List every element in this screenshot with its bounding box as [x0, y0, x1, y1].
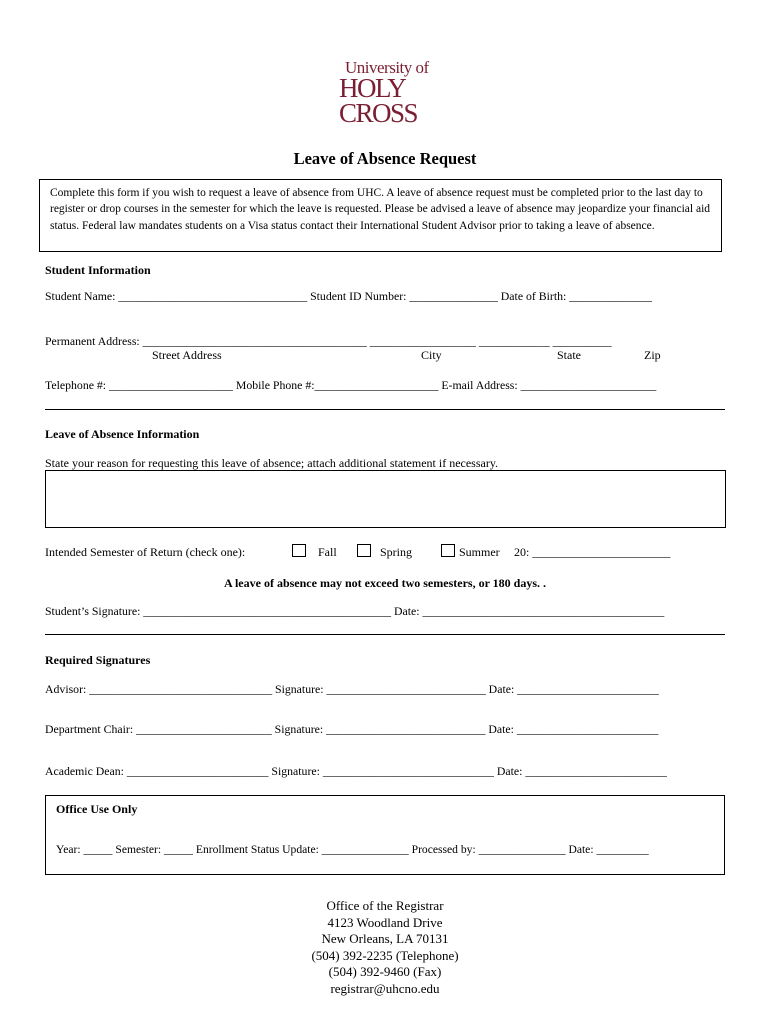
- summer-label: Summer: [459, 545, 500, 559]
- logo-line-cross: CROSS: [339, 98, 418, 128]
- footer-city-state: New Orleans, LA 70131: [321, 931, 449, 947]
- intro-instructions: Complete this form if you wish to request a leave of absence from UHC. A leave of absence request must be completed prior to the last day to register or drop courses in the semester for which the leave is requested. Please be advised a leave of absence may jeopardize your financial aid status. Federal law mandates students on a Visa status contact their International Student Advisor prior to taking a leave of absence.: [39, 179, 722, 252]
- permanent-address-line[interactable]: Permanent Address: ______________________________________ __________________ ____________ __________: [45, 334, 612, 348]
- office-use-box: [45, 795, 725, 875]
- fall-checkbox[interactable]: [292, 544, 306, 557]
- page-title: Leave of Absence Request: [293, 149, 477, 168]
- university-logo: [335, 58, 437, 128]
- spring-label: Spring: [380, 545, 413, 559]
- contact-line[interactable]: Telephone #: _____________________ Mobile Phone #:_____________________ E-mail Address: _______________________: [45, 378, 657, 392]
- state-label: State: [557, 348, 581, 362]
- footer-street: 4123 Woodland Drive: [327, 914, 443, 930]
- section-divider: [45, 634, 725, 635]
- student-signature-line[interactable]: Student’s Signature: __________________________________________ Date: _________________________________________: [45, 604, 665, 618]
- footer-telephone: (504) 392-2235 (Telephone): [311, 947, 459, 963]
- return-year-field[interactable]: 20: _______________________: [514, 545, 671, 559]
- street-address-label: Street Address: [152, 348, 222, 362]
- footer-email[interactable]: registrar@uhcno.edu: [330, 980, 440, 996]
- zip-label: Zip: [644, 348, 661, 362]
- logo-line-university: University of: [345, 58, 429, 77]
- summer-checkbox[interactable]: [441, 544, 455, 557]
- semester-of-return-label: Intended Semester of Return (check one):: [45, 545, 246, 559]
- spring-checkbox[interactable]: [357, 544, 371, 557]
- academic-dean-signature-row[interactable]: Academic Dean: ________________________ Signature: _____________________________ Date: ________________________: [45, 764, 667, 778]
- student-info-heading: Student Information: [45, 263, 151, 277]
- reason-prompt: State your reason for requesting this leave of absence; attach additional statement if necessary.: [45, 456, 499, 470]
- office-use-fields[interactable]: Year: _____ Semester: _____ Enrollment Status Update: _______________ Processed by: _______________ Date: _________: [56, 843, 649, 856]
- required-signatures-heading: Required Signatures: [45, 653, 151, 667]
- registrar-contact: [0, 898, 770, 998]
- fall-label: Fall: [318, 545, 337, 559]
- department-chair-signature-row[interactable]: Department Chair: _______________________ Signature: ___________________________ Date: ________________________: [45, 722, 659, 736]
- footer-office-name: Office of the Registrar: [326, 898, 444, 913]
- leave-info-heading: Leave of Absence Information: [45, 427, 200, 441]
- city-label: City: [421, 348, 442, 362]
- logo-line-holy: HOLY: [339, 73, 406, 103]
- section-divider: [45, 409, 725, 410]
- student-name-id-dob-line[interactable]: Student Name: ________________________________ Student ID Number: _______________ Date of Birth: ______________: [45, 289, 652, 303]
- footer-fax: (504) 392-9460 (Fax): [328, 964, 442, 980]
- leave-limit-notice: A leave of absence may not exceed two semesters, or 180 days. .: [223, 576, 547, 590]
- reason-textarea[interactable]: [45, 470, 726, 528]
- office-use-heading: Office Use Only: [56, 802, 138, 816]
- advisor-signature-row[interactable]: Advisor: _______________________________ Signature: ___________________________ Date: ________________________: [45, 682, 659, 696]
